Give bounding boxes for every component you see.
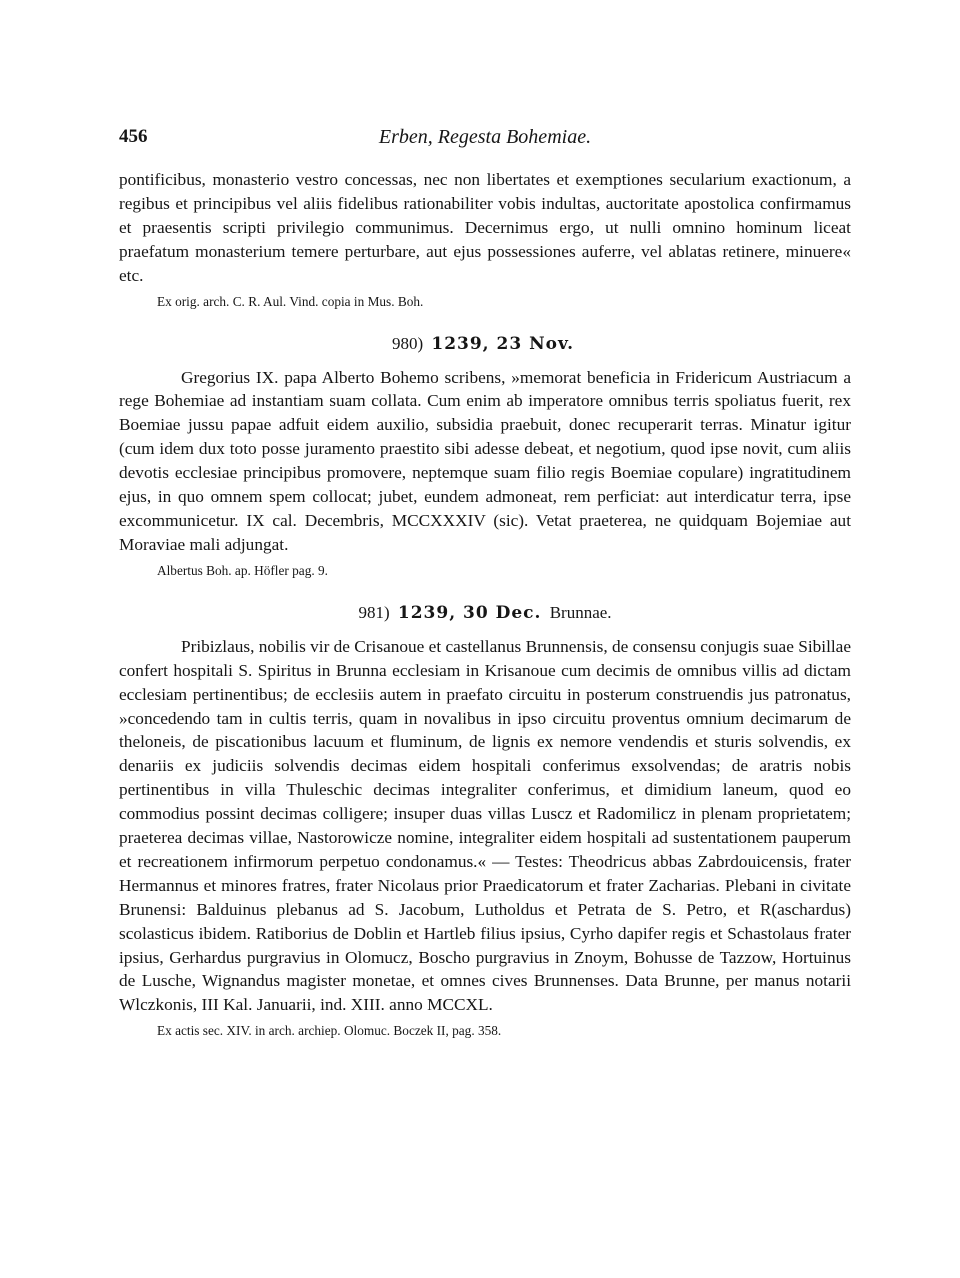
source-citation: Albertus Boh. ap. Höfler pag. 9. [157,562,328,578]
continuation-paragraph: pontificibus, monasterio vestro concessas, nec non libertates et exemptiones secularium exactionum, a regibus et principibus vel aliis fidelibus rationabiliter vobis indultas, auctoritate apostolica confirmamus et praesentis scripti privilegio communimus. Decernimus ergo, ut nulli omnino hominum liceat praefatum monasterium temere perturbare, aut ejus possessiones auferre, vel ablatas retinere, minuere« etc. [119,170,851,285]
page-content [119,168,851,1041]
entry-date: 1239, 30 Dec. [397,602,542,623]
running-title: Erben, Regesta Bohemiae. [378,126,592,148]
entry-date: 1239, 23 Nov. [431,333,575,354]
entry-number: 981) [358,602,390,622]
entry-text: Gregorius IX. papa Alberto Bohemo scribens, »memorat beneficia in Fridericum Austriacum a rege Bohemiae ad instantiam suam collata. Cum enim ab imperatore omnibus terris spoliatus fuerit, rex Boemiae jussu papae adfuit eidem auxilio, subsidia praebuit, donec recuperarit terras. Minatur igitur (cum idem dux toto posse juramento praestito sibi adesse debeat, et negotium, quod ipse novit, cum aliis devotis ecclesiae principibus promovere, neptemque suam filio regis Boemiae copulare) ingratitudinem ejus, in quo omnem spem collocat; jubet, eundem admoneat, rem perficiat: aut interdicatur terra, ipse excommunicetur. IX cal. Decembris, MCCXXXIV (sic). Vetat praeterea, ne quidquam Bojemiae aut Moraviae mali adjungat. [119,367,851,554]
page-number: 456 [119,126,148,147]
entry-heading [119,332,851,356]
entry-heading [119,601,851,625]
source-citation: Ex orig. arch. C. R. Aul. Vind. copia in Mus. Boh. [157,293,424,309]
entry-text: Pribizlaus, nobilis vir de Crisanoue et castellanus Brunnensis, de consensu conjugis suae Sibillae confert hospitali S. Spiritus in Brunna ecclesiam in Krisanoue cum decimis de omnibus villis ad dictam ecclesiam pertinentibus; de ecclesiis autem in praefato circuitu in posterum construendis jus patronatus, »concedendo tam in cultis terris, quam in novalibus in ipso circuitu proventus omnium decimarum de theloneis, de piscationibus lacuum et fluminum, de lignis ex nemore vendendis et sturis solvendis, ex denariis ex judiciis solvendis decimas eidem hospitali conferimus exsolvendas; de aratris nobis pertinentibus in villa Thuleschic decimas integraliter conferimus, et dimidium laneum, quod eo commodius possint decimas colligere; insuper duas villas Luscz et Radomilicz in plenam proprietatem; praeterea decimas villae, Nastorowicze nomine, integraliter eidem hospitali ad sustentationem pauperum et recreationem infirmorum perpetuo condonamus.« — Testes: Theodricus abbas Zabrdouicensis, frater Hermannus et minores fratres, frater Nicolaus prior Praedicatorum et frater Zacharias. Plebani in civitate Brunensi: Balduinus plebanus ad S. Jacobum, Lutholdus et Petrata de S. Petro, et R(aschardus) scolasticus ibidem. Ratiborius de Doblin et Hartleb filius ipsius, Cyrho dapifer regis et Schastolaus frater ipsius, Gerhardus purgravius in Olomucz, Boscho purgravius in Znoym, Bohusse de Tazzow, Hortuinus de Lusche, Wignandus magister monetae, et omnes cives Brunnenses. Data Brunne, per manus notarii Wlczkonis, III Kal. Januarii, ind. XIII. anno MCCXL. [119,636,852,1015]
entry-place: Brunnae. [549,602,612,622]
page-header [119,126,851,156]
entry-number: 980) [391,333,424,353]
source-citation: Ex actis sec. XIV. in arch. archiep. Olomuc. Boczek II, pag. 358. [157,1023,502,1039]
